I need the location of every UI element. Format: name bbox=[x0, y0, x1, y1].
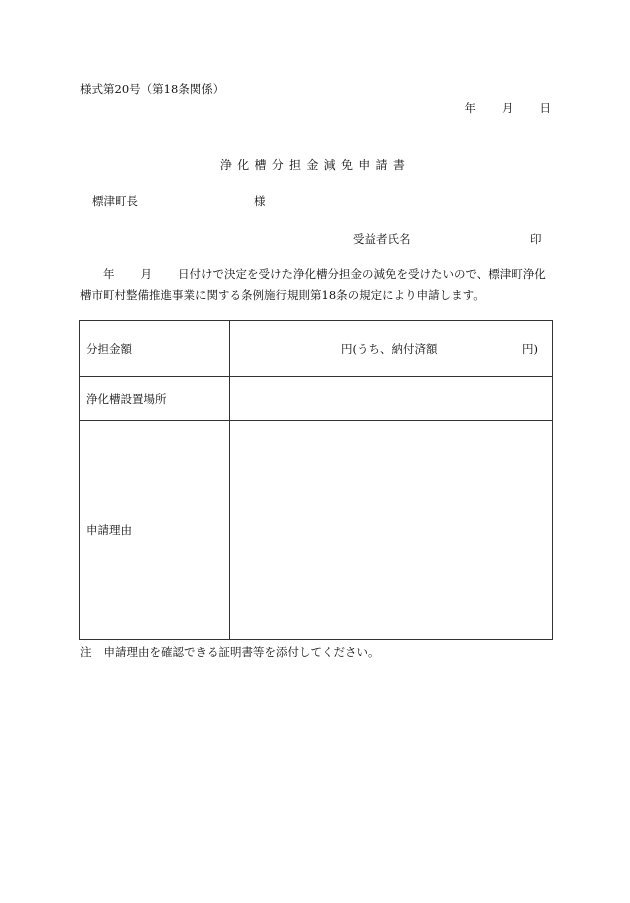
amount-paid-suffix: 円) bbox=[522, 341, 538, 356]
document-title: 浄化槽分担金減免申請書 bbox=[219, 158, 411, 172]
location-label: 浄化槽設置場所 bbox=[80, 377, 230, 421]
application-body-text bbox=[80, 264, 555, 306]
addressee-honorific: 様 bbox=[254, 194, 266, 208]
body-month-label: 月 bbox=[140, 267, 152, 281]
table-row-reason bbox=[80, 421, 553, 640]
date-year-label: 年 bbox=[464, 101, 476, 115]
table-row-location bbox=[80, 377, 553, 421]
applicant-name-label: 受益者氏名 bbox=[353, 232, 411, 246]
amount-value-field[interactable] bbox=[230, 321, 553, 377]
addressee-name: 標津町長 bbox=[92, 194, 138, 208]
application-form-table bbox=[79, 320, 553, 640]
table-row-amount bbox=[80, 321, 553, 377]
attachment-note bbox=[80, 644, 380, 660]
form-number: 様式第20号（第18条関係） bbox=[80, 82, 225, 96]
amount-paid-prefix: 円(うち、納付済額 bbox=[341, 341, 438, 356]
note-text: 申請理由を確認できる証明書等を添付してください。 bbox=[103, 645, 380, 659]
location-value-field[interactable] bbox=[230, 377, 553, 421]
reason-label: 申請理由 bbox=[80, 421, 230, 640]
body-year-label: 年 bbox=[103, 267, 115, 281]
date-line bbox=[465, 100, 552, 116]
amount-label: 分担金額 bbox=[80, 321, 230, 377]
seal-mark-label: 印 bbox=[530, 232, 542, 246]
date-day-label: 日 bbox=[539, 101, 551, 115]
date-month-label: 月 bbox=[502, 101, 514, 115]
reason-value-field[interactable] bbox=[230, 421, 553, 640]
body-statement: 日付けで決定を受けた浄化槽分担金の減免を受けたいので、標津町浄化槽市町村整備推進事業に関する条例施行規則第18条の規定により申請します。 bbox=[80, 267, 546, 302]
note-prefix: 注 bbox=[80, 645, 92, 659]
